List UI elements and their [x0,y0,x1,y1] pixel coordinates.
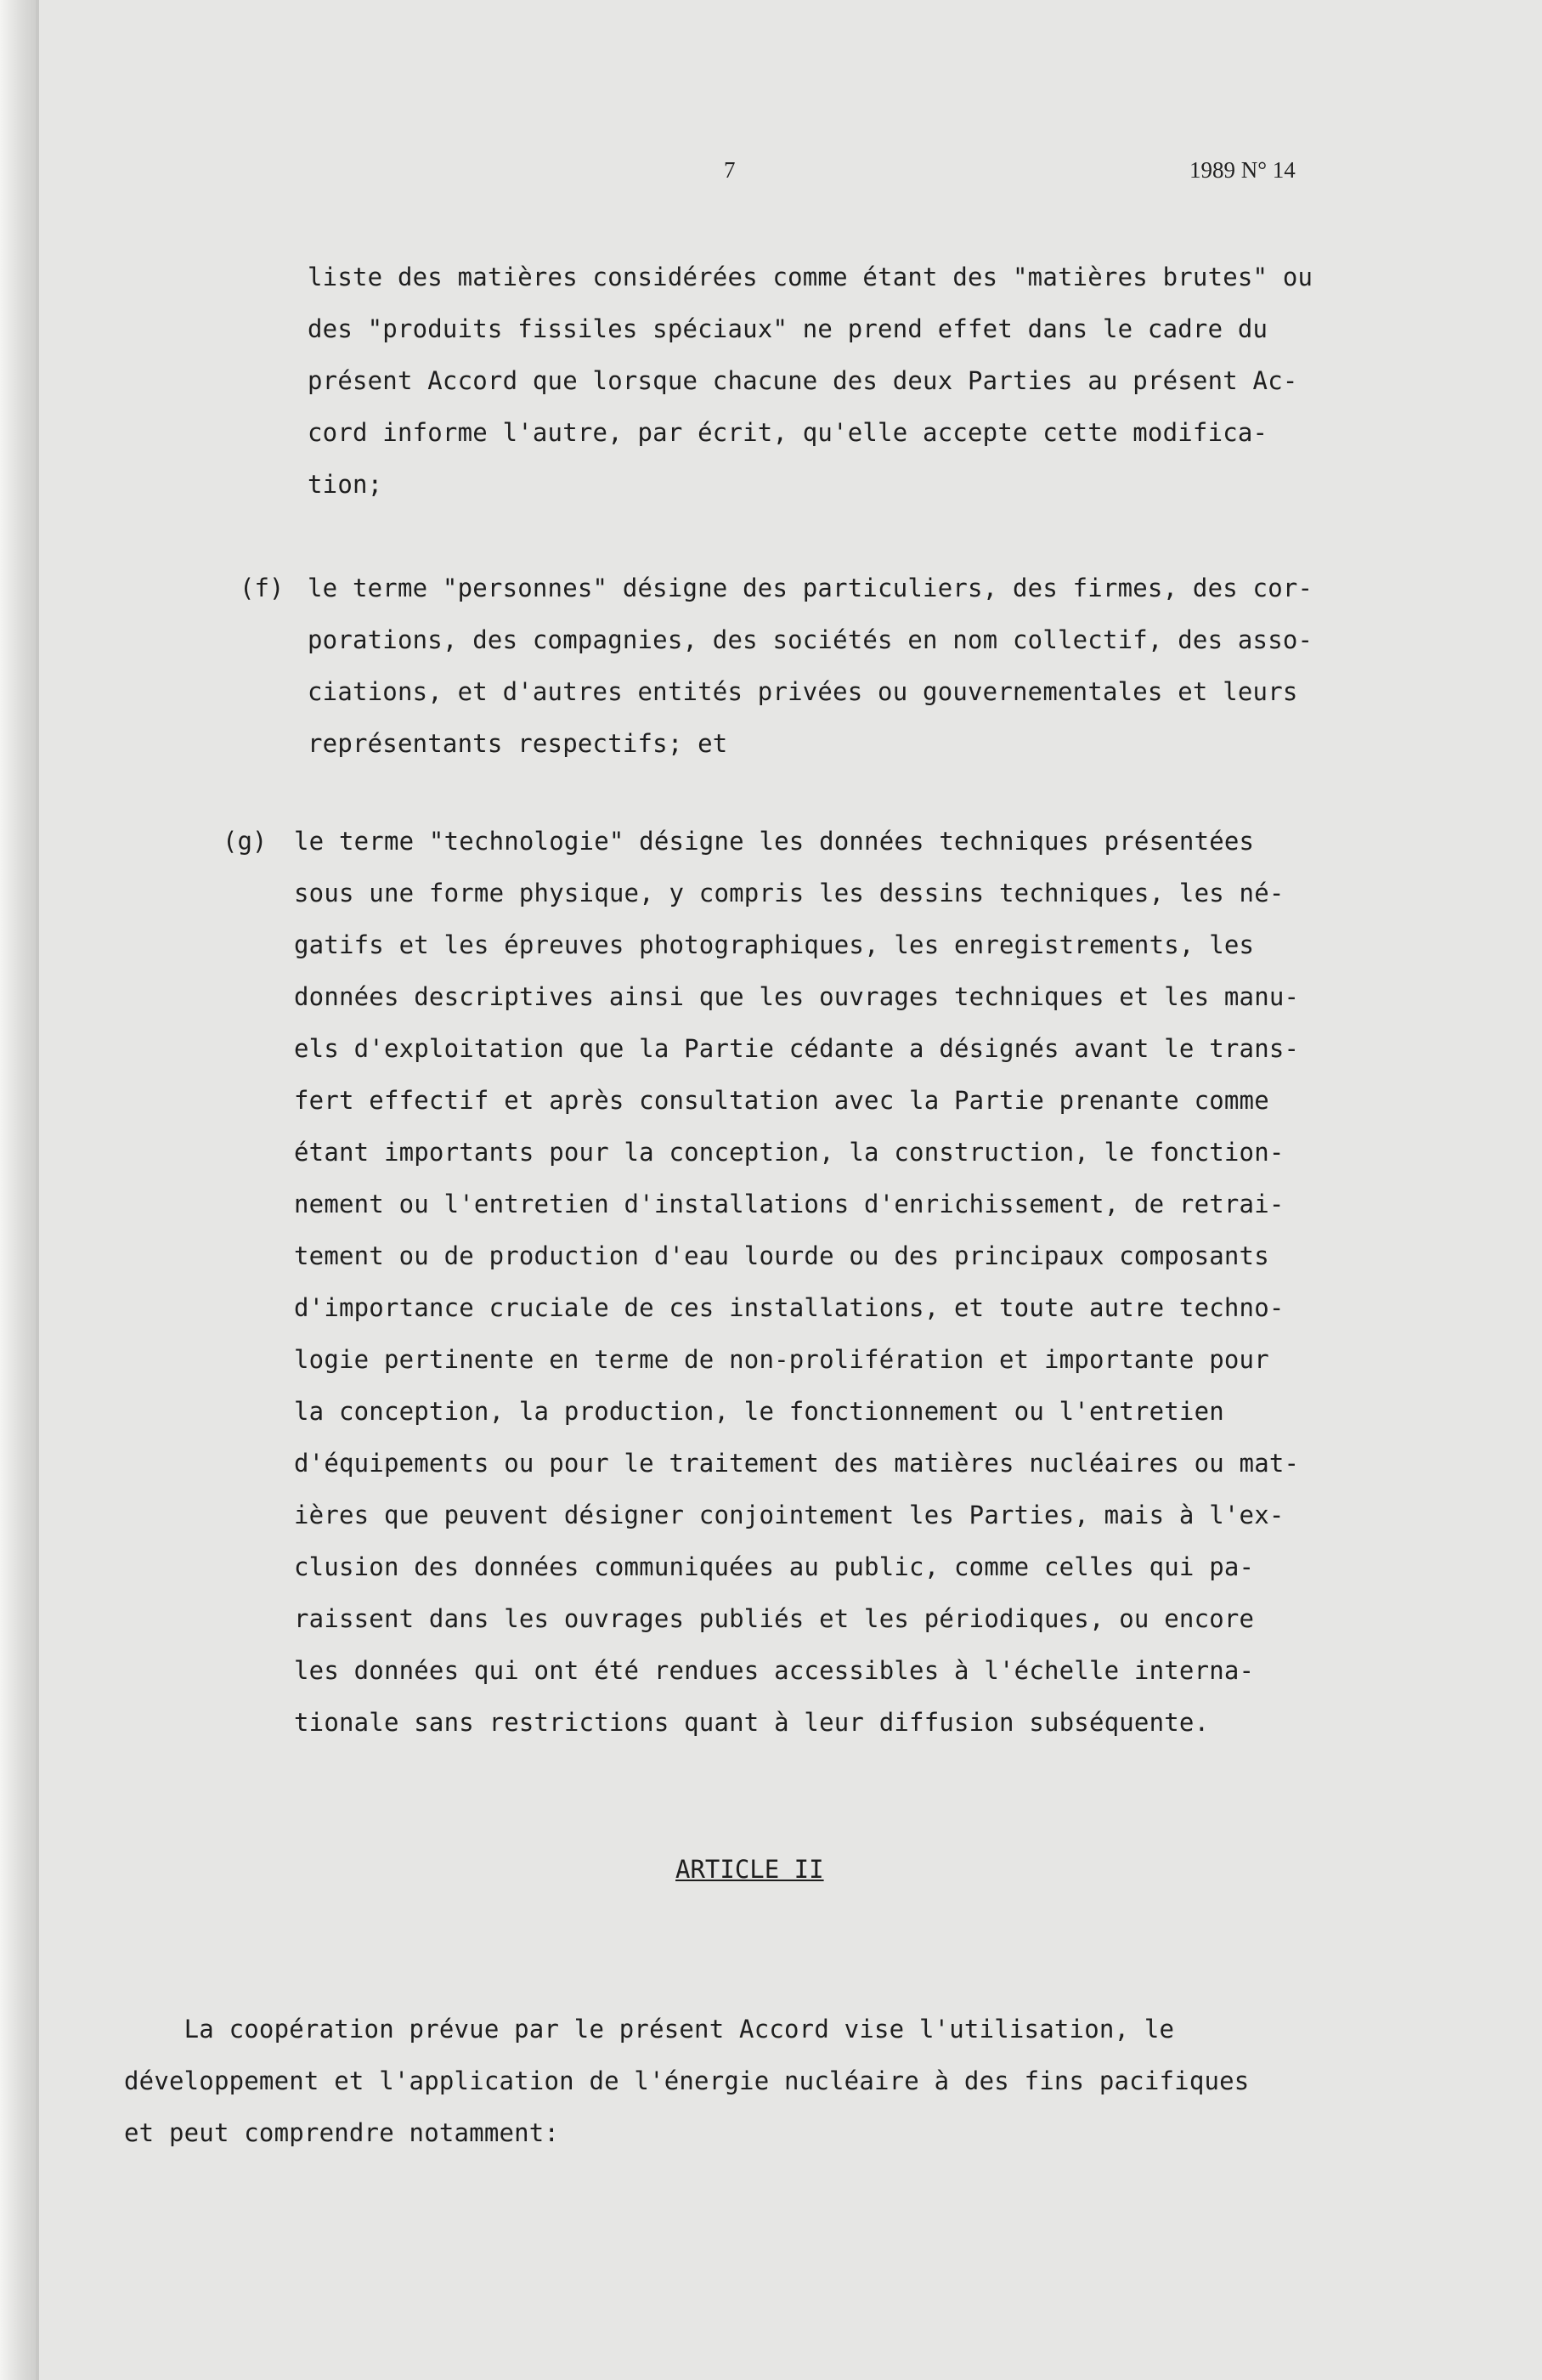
text-line: tement ou de production d'eau lourde ou des principaux composants [294,1241,1269,1270]
article-intro-paragraph [124,2004,1249,2159]
article-title: ARTICLE II [675,1855,824,1884]
text-line: présent Accord que lorsque chacune des deux Parties au présent Ac- [308,366,1298,395]
text-line: ières que peuvent désigner conjointement les Parties, mais à l'ex- [294,1501,1285,1529]
text-line: la conception, la production, le fonctionnement ou l'entretien [294,1397,1224,1426]
text-line: le terme "technologie" désigne les données techniques présentées [294,827,1255,856]
text-line: ciations, et d'autres entités privées ou gouvernementales et leurs [308,677,1298,706]
page-edge-shadow [36,0,39,2380]
text-line: d'équipements ou pour le traitement des matières nucléaires ou mat- [294,1449,1300,1478]
text-line: représentants respectifs; et [308,729,728,758]
text-line: étant importants pour la conception, la construction, le fonction- [294,1138,1285,1167]
page-edge [0,0,36,2380]
paragraph-f-label: (f) [240,574,285,602]
text-line: des "produits fissiles spéciaux" ne prend effet dans le cadre du [308,314,1268,343]
page-number: 7 [724,157,736,183]
text-line: nement ou l'entretien d'installations d'enrichissement, de retrai- [294,1190,1285,1218]
text-line: tionale sans restrictions quant à leur diffusion subséquente. [294,1708,1210,1737]
text-line: porations, des compagnies, des sociétés en nom collectif, des asso- [308,625,1313,654]
text-line: cord informe l'autre, par écrit, qu'elle accepte cette modifica- [308,418,1268,447]
text-line: le terme "personnes" désigne des particuliers, des firmes, des cor- [308,574,1313,602]
text-line: données descriptives ainsi que les ouvrages techniques et les manu- [294,982,1300,1011]
text-line: clusion des données communiquées au public, comme celles qui pa- [294,1552,1255,1581]
text-line: La coopération prévue par le présent Accord vise l'utilisation, le [124,2015,1175,2044]
document-reference: 1989 N° 14 [1189,157,1296,183]
text-line: logie pertinente en terme de non-prolifération et importante pour [294,1345,1269,1374]
text-line: les données qui ont été rendues accessibles à l'échelle interna- [294,1656,1255,1685]
text-line: développement et l'application de l'énergie nucléaire à des fins pacifiques [124,2066,1250,2095]
text-line: tion; [308,470,383,499]
text-line: fert effectif et après consultation avec la Partie prenante comme [294,1086,1269,1115]
text-line: liste des matières considérées comme étant des "matières brutes" ou [308,263,1313,291]
text-line: d'importance cruciale de ces installations, et toute autre techno- [294,1293,1285,1322]
text-line: raissent dans les ouvrages publiés et les périodiques, ou encore [294,1604,1255,1633]
text-line: els d'exploitation que la Partie cédante a désignés avant le trans- [294,1034,1300,1063]
text-line: gatifs et les épreuves photographiques, les enregistrements, les [294,930,1255,959]
paragraph-f [308,562,1313,770]
paragraph-g [294,816,1299,1749]
paragraph-e-continuation [308,252,1313,511]
text-line: et peut comprendre notamment: [124,2118,560,2147]
paragraph-g-label: (g) [223,827,268,856]
page-header [0,157,1542,191]
text-line: sous une forme physique, y compris les dessins techniques, les né- [294,879,1285,907]
